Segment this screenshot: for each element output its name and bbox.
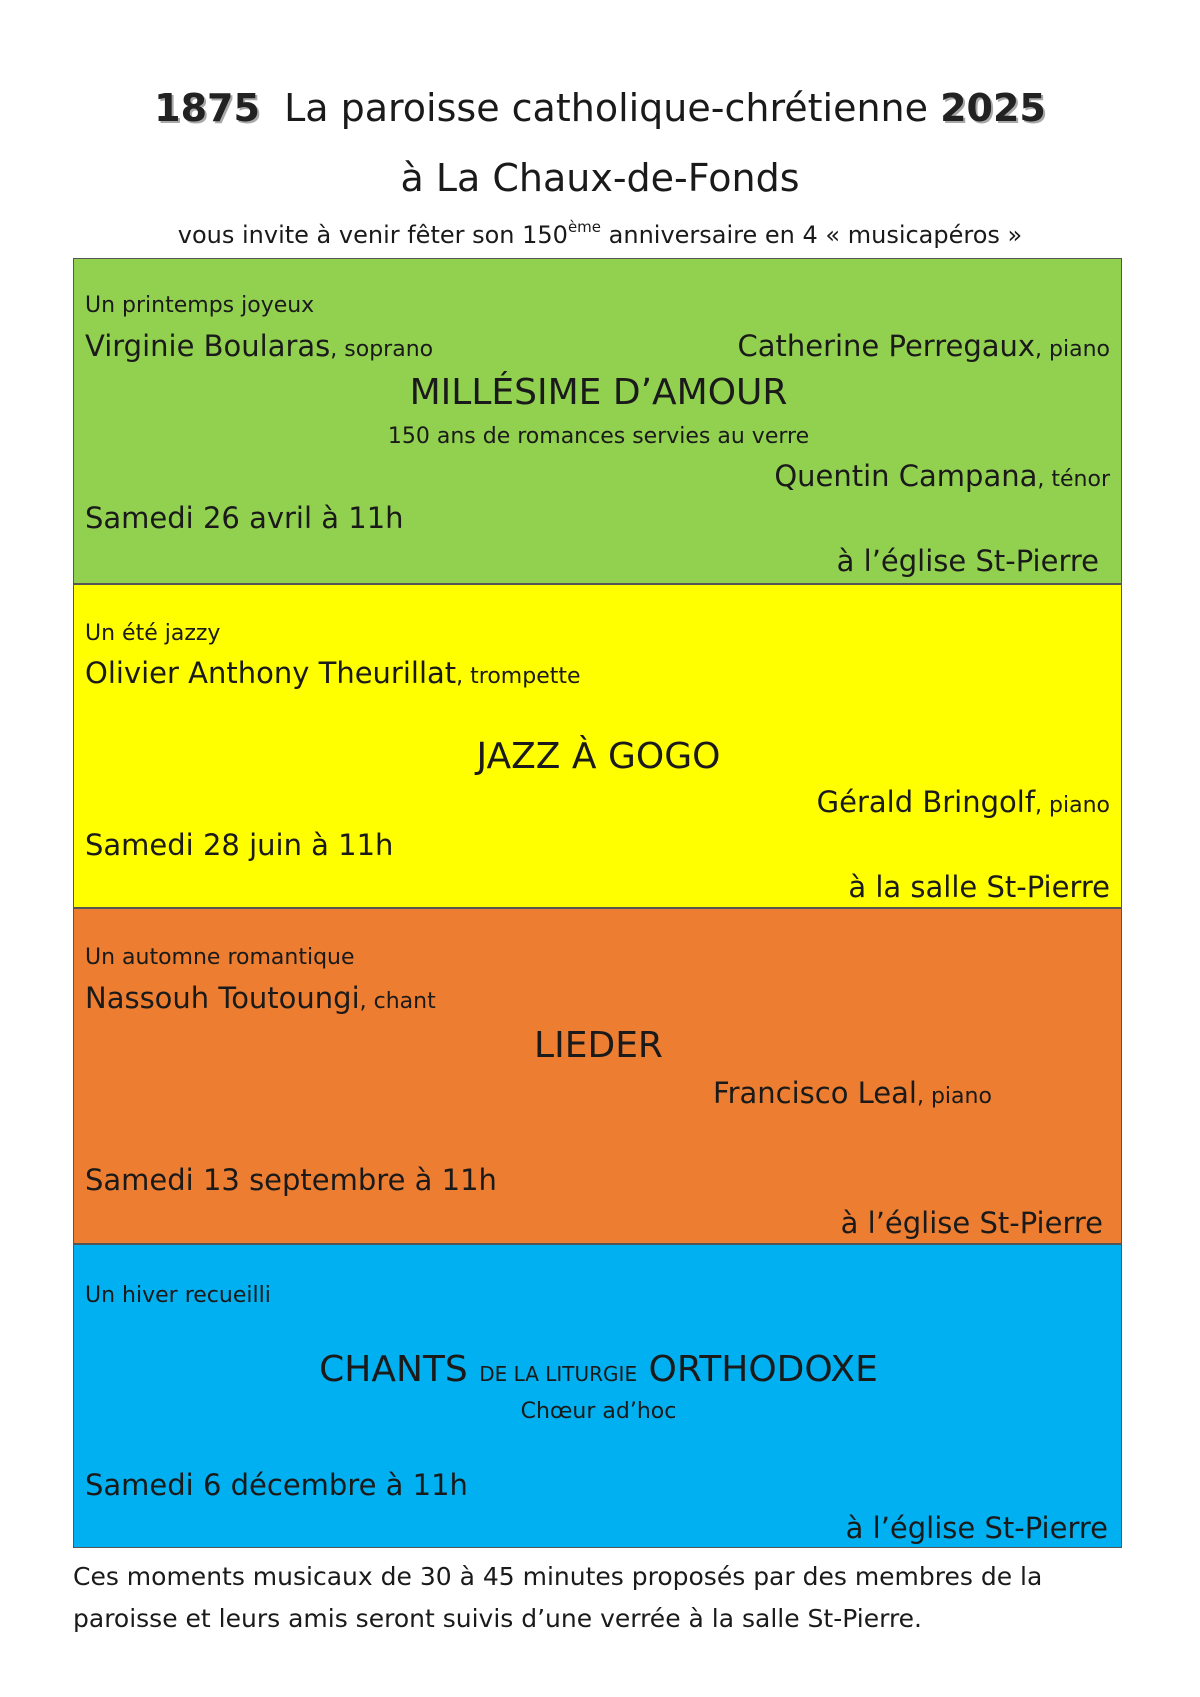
season-label: Un hiver recueilli (85, 1283, 271, 1308)
event-subtitle: Chœur ad’hoc (520, 1399, 677, 1424)
performer-name: Nassouh Toutoungi (85, 981, 360, 1015)
concert-block-spring (73, 258, 1122, 584)
event-venue: à l’église St-Pierre (845, 1511, 1108, 1545)
performer-role: , ténor (1037, 467, 1110, 492)
performer-role: , trompette (456, 664, 581, 689)
performer-piano (816, 785, 1110, 819)
performer-name: Gérald Bringolf (816, 785, 1036, 819)
concert-block-winter (73, 1244, 1122, 1548)
title-text: La paroisse catholique-chrétienne (284, 86, 929, 130)
invitation-text: vous invite à venir fêter son 150 (177, 221, 568, 249)
invitation-text-end: anniversaire en 4 « musicapéros » (601, 221, 1023, 249)
event-title-small: DE LA LITURGIE (479, 1362, 638, 1386)
event-title: MILLÉSIME D’AMOUR (409, 372, 788, 413)
event-venue: à l’église St-Pierre (836, 544, 1099, 578)
performer-name: Quentin Campana (774, 459, 1038, 493)
performer-role: , piano (916, 1084, 992, 1109)
performer-name: Olivier Anthony Theurillat (85, 656, 457, 690)
performer-piano (737, 329, 1110, 363)
concert-block-summer (73, 584, 1122, 908)
performer-name: Virginie Boularas (85, 329, 331, 363)
event-date: Samedi 28 juin à 11h (85, 828, 394, 862)
season-label: Un automne romantique (85, 945, 355, 970)
page-subtitle: à La Chaux-de-Fonds (400, 156, 800, 200)
event-date: Samedi 13 septembre à 11h (85, 1163, 497, 1197)
event-title: LIEDER (534, 1025, 663, 1066)
performer-trumpet (85, 656, 581, 690)
event-title-part: CHANTS (319, 1349, 480, 1390)
event-venue: à la salle St-Pierre (848, 870, 1110, 904)
performer-soprano (85, 329, 434, 363)
page-title (0, 80, 1200, 136)
event-title (74, 1349, 1123, 1390)
event-title-part: ORTHODOXE (637, 1349, 878, 1390)
event-subtitle: 150 ans de romances servies au verre (387, 424, 810, 449)
performer-name: Catherine Perregaux (737, 329, 1036, 363)
event-venue: à l’église St-Pierre (840, 1206, 1103, 1240)
performer-role: , piano (1035, 793, 1110, 818)
performer-voice (85, 981, 436, 1015)
invitation-line (0, 218, 1200, 252)
performer-role: , soprano (330, 337, 434, 362)
performer-name: Francisco Leal (713, 1076, 917, 1110)
performer-role: , chant (359, 989, 436, 1014)
concert-block-autumn (73, 908, 1122, 1244)
invitation-superscript: ème (567, 218, 602, 236)
event-date: Samedi 6 décembre à 11h (85, 1468, 468, 1502)
season-label: Un été jazzy (85, 621, 221, 646)
footer-note: Ces moments musicaux de 30 à 45 minutes proposés par des membres de la paroisse et leurs amis seront suivis d’une verrée à la salle St-Pierre. (73, 1562, 1043, 1633)
year-end: 2025 (940, 86, 1046, 130)
season-label: Un printemps joyeux (85, 293, 315, 318)
event-title: JAZZ À GOGO (476, 736, 721, 777)
performer-role: , piano (1035, 337, 1110, 362)
event-date: Samedi 26 avril à 11h (85, 501, 404, 535)
year-start: 1875 (154, 86, 260, 130)
performer-piano (713, 1076, 992, 1110)
performer-tenor (774, 459, 1110, 493)
